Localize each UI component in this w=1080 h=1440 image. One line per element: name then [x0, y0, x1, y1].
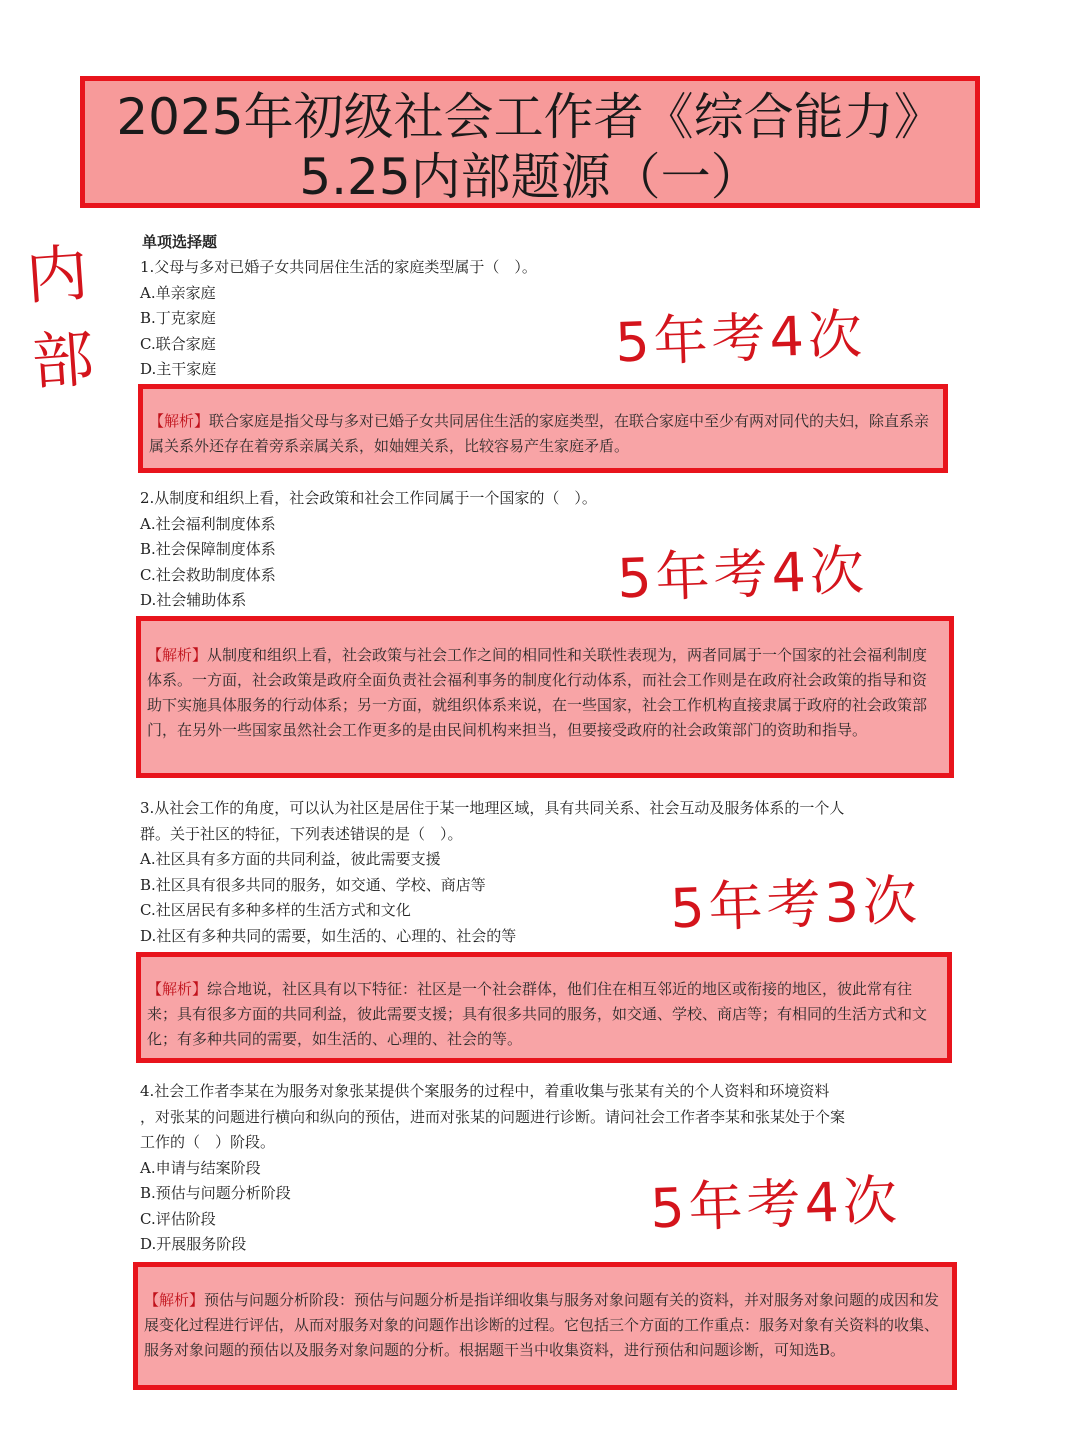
explanation-box — [138, 384, 948, 473]
option-a: A.社会福利制度体系 — [140, 514, 276, 533]
explanation-box — [136, 952, 952, 1063]
section-heading: 单项选择题 — [142, 233, 218, 251]
explanation-tag: 【解析】 — [147, 646, 208, 664]
option-b: B.丁克家庭 — [140, 309, 216, 327]
option-c: C.社区居民有多种多样的生活方式和文化 — [140, 901, 411, 919]
handwritten-side-note — [14, 229, 106, 406]
explanation-text: 预估与问题分析阶段：预估与问题分析是指详细收集与服务对象问题有关的资料，并对服务对象问题的成因和发展变化过程进行评估，从而对服务对象的问题作出诊断的过程。它包括三个方面的工作重点：服务对象有关资料的收集、服务对象问题的预估以及服务对象问题的分析。根据题干当中收集资料，进行预估和问题诊断，可知选B。 — [144, 1291, 940, 1359]
option-b: B.社会保障制度体系 — [140, 540, 276, 558]
explanation-text: 从制度和组织上看，社会政策与社会工作之间的相同性和关联性表现为，两者同属于一个国家的社会福利制度体系。一方面，社会政策是政府全面负责社会福利事务的制度化行动体系，而社会工作则是在政府社会政策的指导和资助下实施具体服务的行动体系；另一方面，就组织体系来说，在一些国家，社会工作机构直接隶属于政府的社会政策部门，在另外一些国家虽然社会工作更多的是由民间机构来担当，但要接受政府的社会政策部门的资助和指导。 — [147, 646, 928, 739]
option-d: D.开展服务阶段 — [140, 1235, 247, 1253]
explanation-tag: 【解析】 — [144, 1291, 205, 1309]
option-b: B.预估与问题分析阶段 — [140, 1184, 291, 1202]
explanation-text: 综合地说，社区具有以下特征：社区是一个社会群体，他们住在相互邻近的地区或衔接的地区，彼此常有往来；具有很多方面的共同利益，彼此需要支援；具有很多共同的服务，如交通、学校、商店等；有相同的生活方式和文化；有多种共同的需要，如生活的、心理的、社会的等。 — [147, 980, 928, 1048]
question-stem: 群。关于社区的特征，下列表述错误的是（ ）。 — [140, 824, 463, 843]
title-banner — [80, 76, 980, 208]
option-a: A.社区具有多方面的共同利益，彼此需要支援 — [140, 850, 441, 868]
option-a: A.申请与结案阶段 — [140, 1158, 261, 1177]
explanation-text: 联合家庭是指父母与多对已婚子女共同居住生活的家庭类型，在联合家庭中至少有两对同代的夫妇，除直系亲属关系外还存在着旁系亲属关系，如妯娌关系，比较容易产生家庭矛盾。 — [149, 412, 930, 455]
question-stem: 工作的（ ）阶段。 — [140, 1133, 276, 1151]
side-note-char: 部 — [29, 321, 97, 399]
explanation-tag: 【解析】 — [147, 980, 208, 998]
frequency-note: 5年考4次 — [614, 302, 867, 375]
option-d: D.主干家庭 — [140, 360, 217, 378]
page-title: 2025年初级社会工作者《综合能力》 — [116, 88, 944, 146]
option-a: A.单亲家庭 — [140, 283, 216, 302]
option-b: B.社区具有很多共同的服务，如交通、学校、商店等 — [140, 875, 486, 894]
explanation-box — [133, 1262, 957, 1390]
question-stem: 2.从制度和组织上看，社会政策和社会工作同属于一个国家的（ ）。 — [140, 489, 597, 507]
option-c: C.评估阶段 — [140, 1209, 216, 1228]
frequency-note: 5年考4次 — [649, 1168, 902, 1241]
option-c: C.联合家庭 — [140, 334, 216, 353]
question-stem: 4.社会工作者李某在为服务对象张某提供个案服务的过程中，着重收集与张某有关的个人资料和环境资料 — [140, 1082, 830, 1100]
page-subtitle: 5.25内部题源（一） — [299, 148, 761, 206]
explanation-tag: 【解析】 — [149, 412, 210, 430]
question-stem: ，对张某的问题进行横向和纵向的预估，进而对张某的问题进行诊断。请问社会工作者李某和张某处于个案 — [140, 1107, 846, 1126]
question-stem: 1.父母与多对已婚子女共同居住生活的家庭类型属于（ ）。 — [140, 258, 537, 276]
side-note-char: 内 — [23, 236, 91, 314]
frequency-note: 5年考4次 — [616, 538, 869, 611]
explanation-box — [136, 616, 954, 778]
option-d: D.社区有多种共同的需要，如生活的、心理的、社会的等 — [140, 926, 517, 945]
option-c: C.社会救助制度体系 — [140, 565, 276, 584]
frequency-note: 5年考3次 — [669, 868, 922, 941]
option-d: D.社会辅助体系 — [140, 591, 247, 609]
question-stem: 3.从社会工作的角度，可以认为社区是居住于某一地理区域，具有共同关系、社会互动及服务体系的一个人 — [140, 799, 845, 817]
